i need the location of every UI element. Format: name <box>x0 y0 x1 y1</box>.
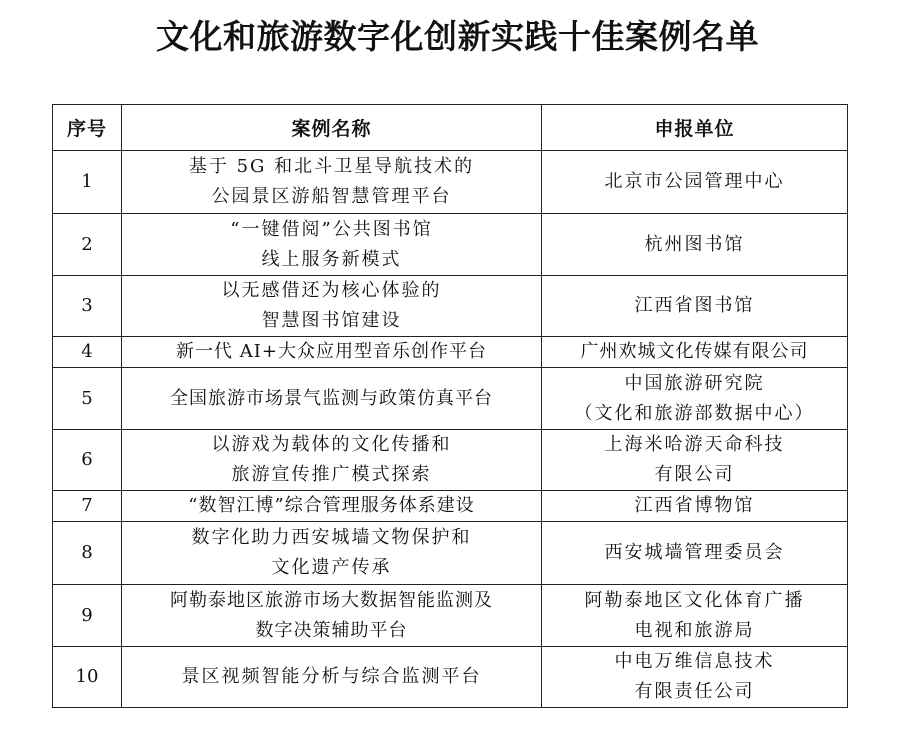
table-row <box>53 585 848 647</box>
case-list-table <box>52 104 848 708</box>
unit-line: 江西省博物馆 <box>634 495 755 516</box>
case-name-line: 数字化助力西安城墙文物保护和 <box>191 527 472 548</box>
case-name-line: 景区视频智能分析与综合监测平台 <box>181 666 482 687</box>
case-name-line: “一键借阅”公共图书馆 <box>230 218 433 240</box>
case-name-cell <box>122 522 542 585</box>
case-name-cell <box>122 585 542 647</box>
case-name-cell <box>122 430 542 491</box>
row-number: 5 <box>53 368 122 430</box>
header-unit: 申报单位 <box>542 105 848 151</box>
row-number: 8 <box>53 522 122 585</box>
unit-cell <box>542 368 848 430</box>
unit-line: 阿勒泰地区文化体育广播 <box>584 589 805 611</box>
row-number: 6 <box>53 430 122 491</box>
unit-cell <box>542 585 848 647</box>
table-row <box>53 276 848 337</box>
table-row <box>53 151 848 214</box>
case-name-line: 新一代 AI+大众应用型音乐创作平台 <box>176 341 487 362</box>
unit-line: 广州欢城文化传媒有限公司 <box>580 341 809 362</box>
unit-line: 上海米哈游天命科技 <box>604 434 785 455</box>
unit-line: 有限责任公司 <box>634 681 755 702</box>
row-number: 3 <box>53 276 122 337</box>
unit-cell <box>542 151 848 214</box>
unit-line: 电视和旅游局 <box>634 619 755 641</box>
unit-line: 中国旅游研究院 <box>624 372 765 394</box>
unit-line: 有限公司 <box>654 464 735 485</box>
case-name-line: 基于 5G 和北斗卫星导航技术的 <box>188 156 475 177</box>
unit-cell <box>542 337 848 368</box>
unit-line: （文化和旅游部数据中心） <box>574 402 815 424</box>
table-row <box>53 491 848 522</box>
unit-cell <box>542 276 848 337</box>
case-name-line: 线上服务新模式 <box>261 248 402 270</box>
unit-cell <box>542 647 848 708</box>
row-number: 1 <box>53 151 122 214</box>
row-number: 10 <box>53 647 122 708</box>
table-row <box>53 214 848 276</box>
case-name-line: 以无感借还为核心体验的 <box>221 280 442 301</box>
header-no: 序号 <box>53 105 122 151</box>
case-name-cell <box>122 491 542 522</box>
case-name-cell <box>122 647 542 708</box>
unit-line: 杭州图书馆 <box>644 233 745 255</box>
row-number: 9 <box>53 585 122 647</box>
case-name-line: 公园景区游船智慧管理平台 <box>211 186 452 207</box>
case-name-line: 全国旅游市场景气监测与政策仿真平台 <box>170 387 493 409</box>
unit-line: 北京市公园管理中心 <box>604 171 785 192</box>
case-name-line: 阿勒泰地区旅游市场大数据智能监测及 <box>170 589 493 611</box>
case-name-line: 旅游宣传推广模式探索 <box>231 464 432 485</box>
unit-cell <box>542 214 848 276</box>
case-name-line: 智慧图书馆建设 <box>261 310 402 331</box>
unit-cell <box>542 522 848 585</box>
case-name-line: 数字决策辅助平台 <box>255 619 408 641</box>
document-title: 文化和旅游数字化创新实践十佳案例名单 <box>156 17 759 56</box>
case-name-cell <box>122 151 542 214</box>
row-number: 4 <box>53 337 122 368</box>
table-row <box>53 368 848 430</box>
case-name-cell <box>122 214 542 276</box>
table-row <box>53 647 848 708</box>
unit-cell <box>542 491 848 522</box>
table-row <box>53 522 848 585</box>
case-name-cell <box>122 276 542 337</box>
header-case-name: 案例名称 <box>122 105 542 151</box>
case-name-line: 文化遗产传承 <box>271 557 392 578</box>
table-header-row <box>53 105 848 151</box>
case-name-cell <box>122 368 542 430</box>
unit-line: 中电万维信息技术 <box>614 651 775 672</box>
table-row <box>53 337 848 368</box>
unit-line: 西安城墙管理委员会 <box>604 542 785 563</box>
case-name-line: “数智江博”综合管理服务体系建设 <box>188 495 475 516</box>
case-name-cell <box>122 337 542 368</box>
row-number: 7 <box>53 491 122 522</box>
case-name-line: 以游戏为载体的文化传播和 <box>211 434 452 455</box>
row-number: 2 <box>53 214 122 276</box>
unit-line: 江西省图书馆 <box>634 295 755 316</box>
table-row <box>53 430 848 491</box>
unit-cell <box>542 430 848 491</box>
